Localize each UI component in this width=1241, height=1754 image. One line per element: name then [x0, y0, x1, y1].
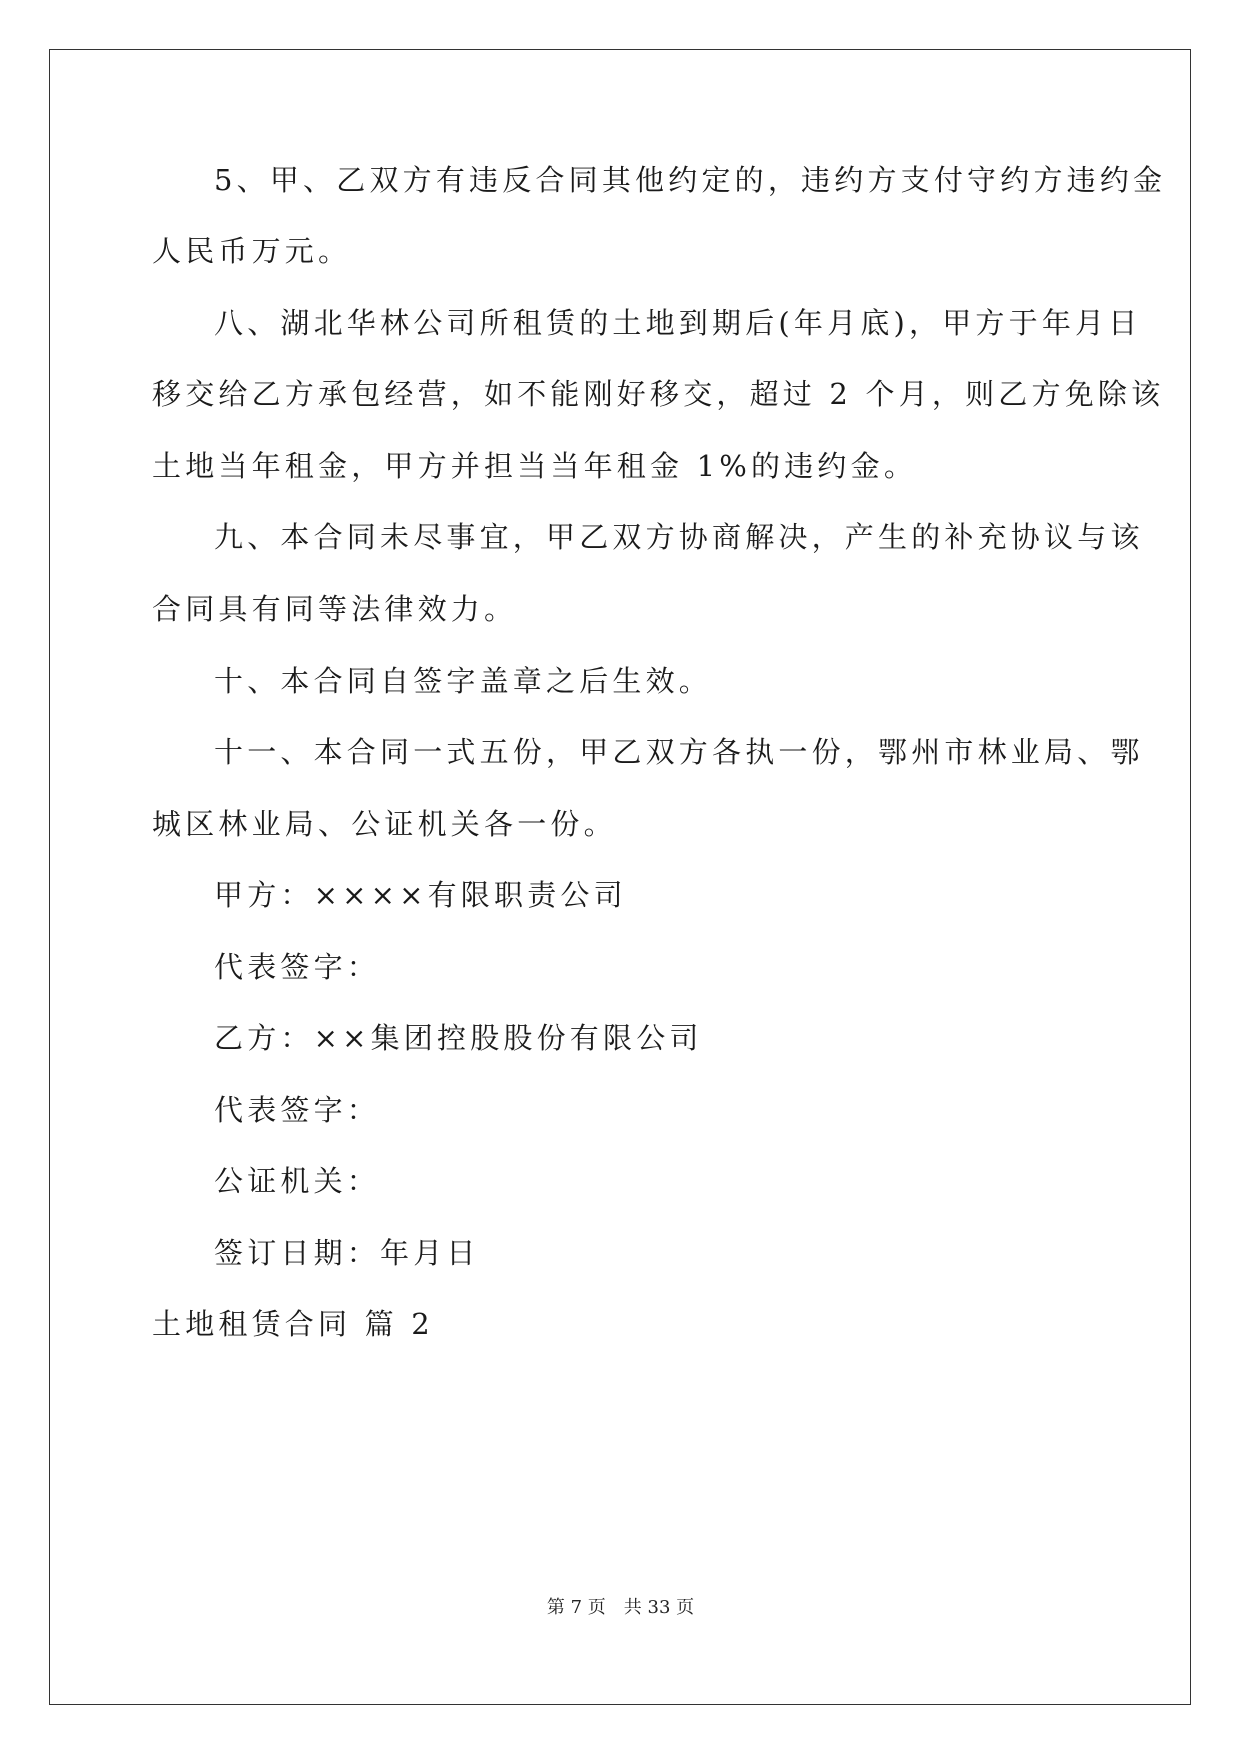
notary-line: 公证机关：: [214, 1164, 381, 1198]
signature-line-b: 代表签字：: [214, 1093, 381, 1127]
paragraph-line: 土地当年租金，甲方并担当当年租金 1%的违约金。: [152, 449, 918, 483]
paragraph-line: 合同具有同等法律效力。: [152, 592, 518, 626]
paragraph-line: 十一、本合同一式五份，甲乙双方各执一份，鄂州市林业局、鄂: [214, 735, 1144, 769]
paragraph-line: 移交给乙方承包经营，如不能刚好移交，超过 2 个月，则乙方免除该: [152, 377, 1165, 411]
section-heading: 土地租赁合同 篇 2: [152, 1307, 434, 1341]
paragraph-line: 5、甲、乙双方有违反合同其他约定的，违约方支付守约方违约金: [214, 163, 1167, 197]
party-a-line: 甲方：××××有限职责公司: [214, 878, 627, 912]
paragraph-line: 八、湖北华林公司所租赁的土地到期后(年月底)，甲方于年月日: [214, 306, 1142, 340]
signature-line-a: 代表签字：: [214, 950, 381, 984]
paragraph-line: 九、本合同未尽事宜，甲乙双方协商解决，产生的补充协议与该: [214, 520, 1144, 554]
page-number: 第 7 页 共 33 页: [546, 1597, 695, 1618]
paragraph-line: 城区林业局、公证机关各一份。: [152, 807, 617, 841]
paragraph-line: 十、本合同自签字盖章之后生效。: [214, 664, 713, 698]
party-b-line: 乙方：××集团控股股份有限公司: [214, 1021, 703, 1055]
paragraph-line: 人民币万元。: [152, 234, 352, 268]
sign-date-line: 签订日期：年月日: [214, 1236, 480, 1270]
